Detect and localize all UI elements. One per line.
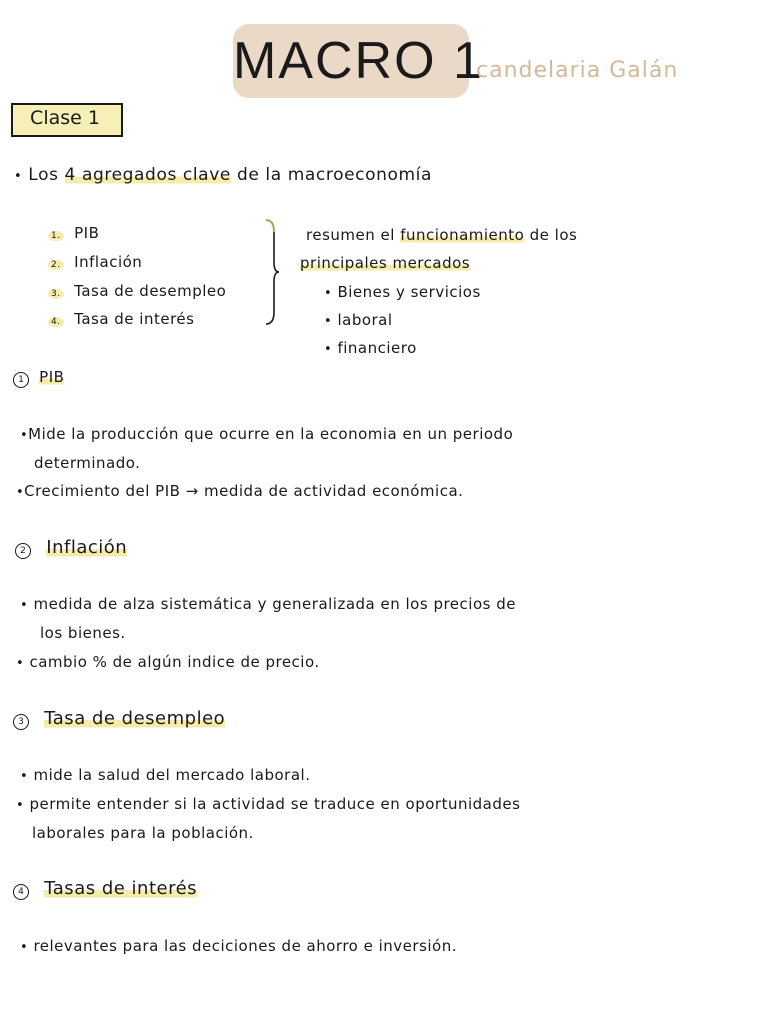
intro-highlight: 4 agregados clave (64, 165, 231, 185)
body-text: Crecimiento del PIB → medida de actividad económica. (24, 482, 464, 500)
bullet-icon: • (14, 169, 23, 184)
body-text: Mide la producción que ocurre en la economia en un periodo (28, 425, 514, 443)
section-number: 1 (13, 372, 29, 388)
bullet-icon: • (20, 428, 29, 443)
bullet-icon: • (16, 485, 25, 500)
item-number: 2. (48, 260, 64, 270)
market-item (324, 311, 393, 329)
bullet-icon: • (20, 940, 29, 955)
intro-prefix: Los (28, 165, 59, 185)
summary-text: resumen el (306, 226, 395, 244)
section-title: Inflación (46, 537, 128, 558)
body-line (20, 937, 457, 955)
market-label: Bienes y servicios (337, 283, 481, 301)
body-text: mide la salud del mercado laboral. (33, 766, 311, 784)
intro-suffix: de la macroeconomía (236, 165, 432, 185)
summary-line-1 (306, 226, 577, 244)
item-number: 3. (48, 289, 64, 299)
section-heading (13, 708, 225, 730)
summary-highlight: principales mercados (300, 254, 471, 272)
item-label: Tasa de interés (74, 310, 195, 328)
aggregate-item (48, 310, 194, 328)
body-line (40, 624, 126, 642)
body-text: medida de alza sistemática y generalizada en los precios de (33, 595, 516, 613)
section-title: Tasas de interés (44, 878, 198, 899)
section-number: 2 (15, 543, 31, 559)
body-line (20, 766, 310, 784)
body-line (20, 425, 513, 443)
body-line (32, 824, 254, 842)
author-name: candelaria Galán (476, 58, 679, 83)
body-text: relevantes para las deciciones de ahorro e inversión. (33, 937, 457, 955)
market-item (324, 339, 417, 357)
body-line (34, 454, 140, 472)
body-line (16, 795, 520, 813)
bullet-icon: • (16, 656, 25, 671)
bullet-icon: • (324, 342, 333, 357)
body-text: los bienes. (40, 624, 126, 642)
section-title: Tasa de desempleo (44, 708, 226, 729)
summary-highlight: funcionamiento (400, 226, 525, 244)
bullet-icon: • (324, 286, 333, 301)
item-label: Tasa de desempleo (74, 282, 227, 300)
summary-text: de los (529, 226, 578, 244)
section-number: 4 (13, 884, 29, 900)
section-heading (13, 367, 64, 388)
body-line (16, 482, 463, 500)
aggregate-item (48, 282, 226, 300)
body-text: cambio % de algún indice de precio. (29, 653, 320, 671)
bullet-icon: • (324, 314, 333, 329)
brace-icon (264, 218, 280, 326)
item-number: 4. (48, 317, 64, 327)
section-title: PIB (39, 368, 65, 386)
body-line (16, 653, 320, 671)
section-heading (13, 878, 197, 900)
body-text: determinado. (34, 454, 141, 472)
market-label: financiero (337, 339, 417, 357)
bullet-icon: • (20, 598, 29, 613)
section-number: 3 (13, 714, 29, 730)
market-label: laboral (337, 311, 393, 329)
item-label: PIB (74, 224, 100, 242)
bullet-icon: • (16, 798, 25, 813)
bullet-icon: • (20, 769, 29, 784)
summary-line-2 (300, 254, 470, 272)
item-number: 1. (48, 231, 64, 241)
aggregate-item (48, 253, 142, 271)
section-heading (15, 537, 127, 559)
item-label: Inflación (74, 253, 143, 271)
intro-line (14, 165, 432, 185)
body-text: laborales para la población. (32, 824, 254, 842)
body-line (20, 595, 516, 613)
market-item (324, 283, 481, 301)
page-title: MACRO 1 (233, 32, 484, 90)
class-label: Clase 1 (30, 107, 100, 129)
aggregate-item (48, 224, 99, 242)
body-text: permite entender si la actividad se traduce en oportunidades (29, 795, 521, 813)
